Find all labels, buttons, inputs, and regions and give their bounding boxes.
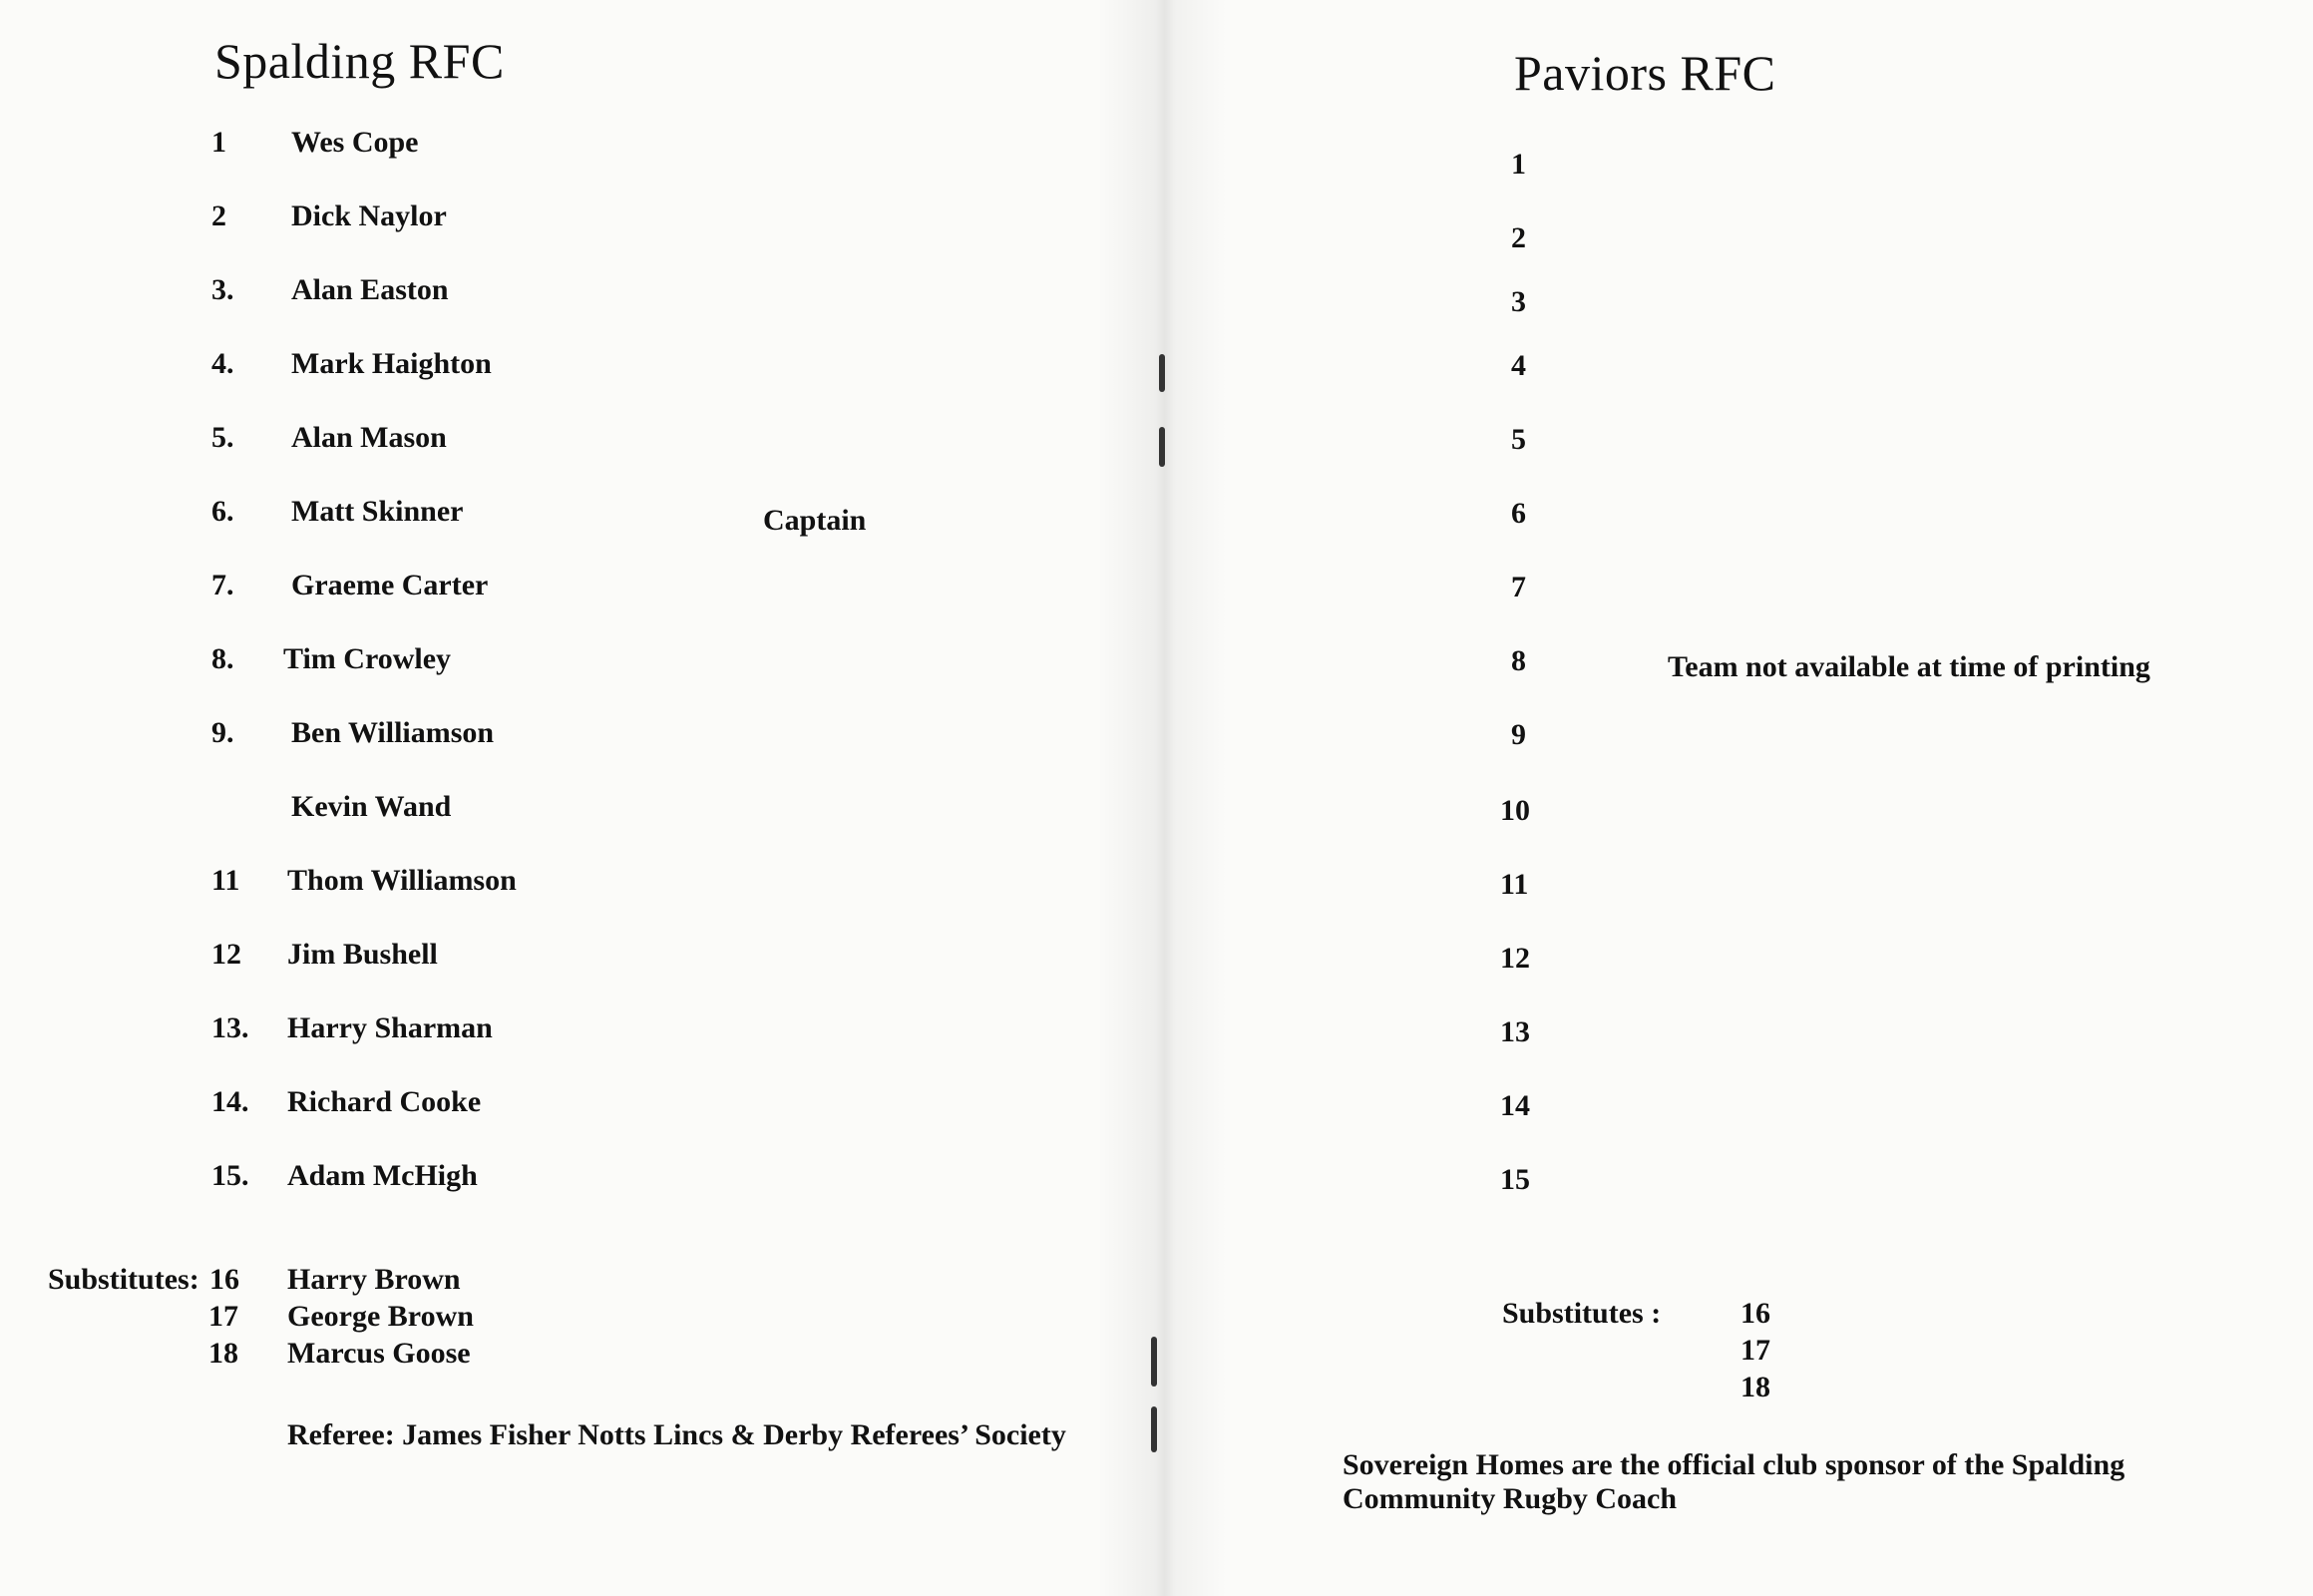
player-name: Adam McHigh [287, 1159, 478, 1192]
substitute-number: 17 [208, 1300, 238, 1333]
paviors-position-number: 1 [1511, 148, 1526, 181]
captain-label: Captain [763, 504, 867, 537]
substitute-row [0, 1263, 1097, 1303]
player-number: 9. [211, 716, 234, 749]
player-number: 15. [211, 1159, 249, 1192]
staple-top [1159, 354, 1165, 392]
substitute-name: George Brown [287, 1300, 474, 1333]
player-name: Jim Bushell [287, 938, 438, 971]
player-number: 14. [211, 1085, 249, 1118]
spalding-title: Spalding RFC [214, 33, 505, 89]
team-not-available-note: Team not available at time of printing [1668, 650, 2150, 683]
player-row [0, 1159, 1097, 1199]
player-row [0, 1085, 1097, 1125]
player-row [0, 569, 1097, 608]
player-row [0, 790, 1097, 830]
player-number: 12 [211, 938, 241, 971]
paviors-substitute-number: 18 [1740, 1371, 1770, 1403]
player-row [0, 495, 1097, 535]
paviors-position-number: 7 [1511, 571, 1526, 603]
substitute-name: Marcus Goose [287, 1337, 471, 1370]
paviors-position-number: 2 [1511, 221, 1526, 254]
player-name: Ben Williamson [291, 716, 495, 749]
paviors-position-number: 11 [1500, 868, 1529, 901]
player-name: Alan Mason [291, 421, 447, 454]
paviors-position-number: 12 [1500, 942, 1530, 975]
paviors-position-number: 4 [1511, 349, 1526, 382]
player-row [0, 938, 1097, 978]
spalding-substitutes-label: Substitutes: [48, 1263, 199, 1296]
player-row [0, 126, 1097, 166]
player-name: Alan Easton [291, 273, 449, 306]
substitute-row [0, 1300, 1097, 1340]
right-page [1157, 0, 2313, 1596]
sponsor-line-2: Community Rugby Coach [1343, 1482, 1678, 1515]
player-row [0, 716, 1097, 756]
player-name: Wes Cope [291, 126, 419, 159]
paviors-position-number: 3 [1511, 285, 1526, 318]
paviors-position-number: 15 [1500, 1163, 1530, 1196]
substitute-row [0, 1337, 1097, 1377]
paviors-position-number: 14 [1500, 1089, 1530, 1122]
player-number: 5. [211, 421, 234, 454]
paviors-substitutes-label: Substitutes : [1502, 1297, 1662, 1330]
sponsor-line-1: Sovereign Homes are the official club sponsor of the Spalding [1343, 1448, 2125, 1481]
player-number: 13. [211, 1011, 249, 1044]
player-row [0, 864, 1097, 904]
paviors-position-number: 13 [1500, 1015, 1530, 1048]
paviors-position-number: 6 [1511, 497, 1526, 530]
paviors-position-number: 8 [1511, 644, 1526, 677]
player-row [0, 200, 1097, 239]
player-number: 3. [211, 273, 234, 306]
player-number: 6. [211, 495, 234, 528]
player-number: 4. [211, 347, 234, 380]
player-name: Thom Williamson [287, 864, 517, 897]
player-row [0, 347, 1097, 387]
player-name: Harry Sharman [287, 1011, 493, 1044]
player-name: Matt Skinner [291, 495, 464, 528]
player-name: Richard Cooke [287, 1085, 482, 1118]
player-name: Kevin Wand [291, 790, 452, 823]
player-number: 2 [211, 200, 226, 232]
player-row [0, 421, 1097, 461]
paviors-substitute-number: 16 [1740, 1297, 1770, 1330]
paviors-substitute-number: 17 [1740, 1334, 1770, 1367]
referee-line: Referee: James Fisher Notts Lincs & Derby Referees’ Society [287, 1418, 1066, 1451]
booklet-spine [1097, 0, 1227, 1596]
player-number: 8. [211, 642, 234, 675]
player-number: 11 [211, 864, 240, 897]
player-number: 1 [211, 126, 226, 159]
paviors-title: Paviors RFC [1514, 45, 1776, 101]
paviors-position-number: 10 [1500, 794, 1530, 827]
player-name: Tim Crowley [283, 642, 452, 675]
player-row [0, 1011, 1097, 1051]
player-row [0, 273, 1097, 313]
substitute-name: Harry Brown [287, 1263, 461, 1296]
paviors-position-number: 5 [1511, 423, 1526, 456]
staple-bottom [1151, 1406, 1157, 1452]
player-name: Graeme Carter [291, 569, 489, 601]
staple-upper-mid [1159, 427, 1165, 467]
player-row [0, 642, 1097, 682]
player-name: Dick Naylor [291, 200, 447, 232]
staple-lower [1151, 1337, 1157, 1387]
paviors-position-number: 9 [1511, 718, 1526, 751]
player-number: 7. [211, 569, 234, 601]
substitute-number: 16 [209, 1263, 239, 1296]
player-name: Mark Haighton [291, 347, 492, 380]
substitute-number: 18 [208, 1337, 238, 1370]
